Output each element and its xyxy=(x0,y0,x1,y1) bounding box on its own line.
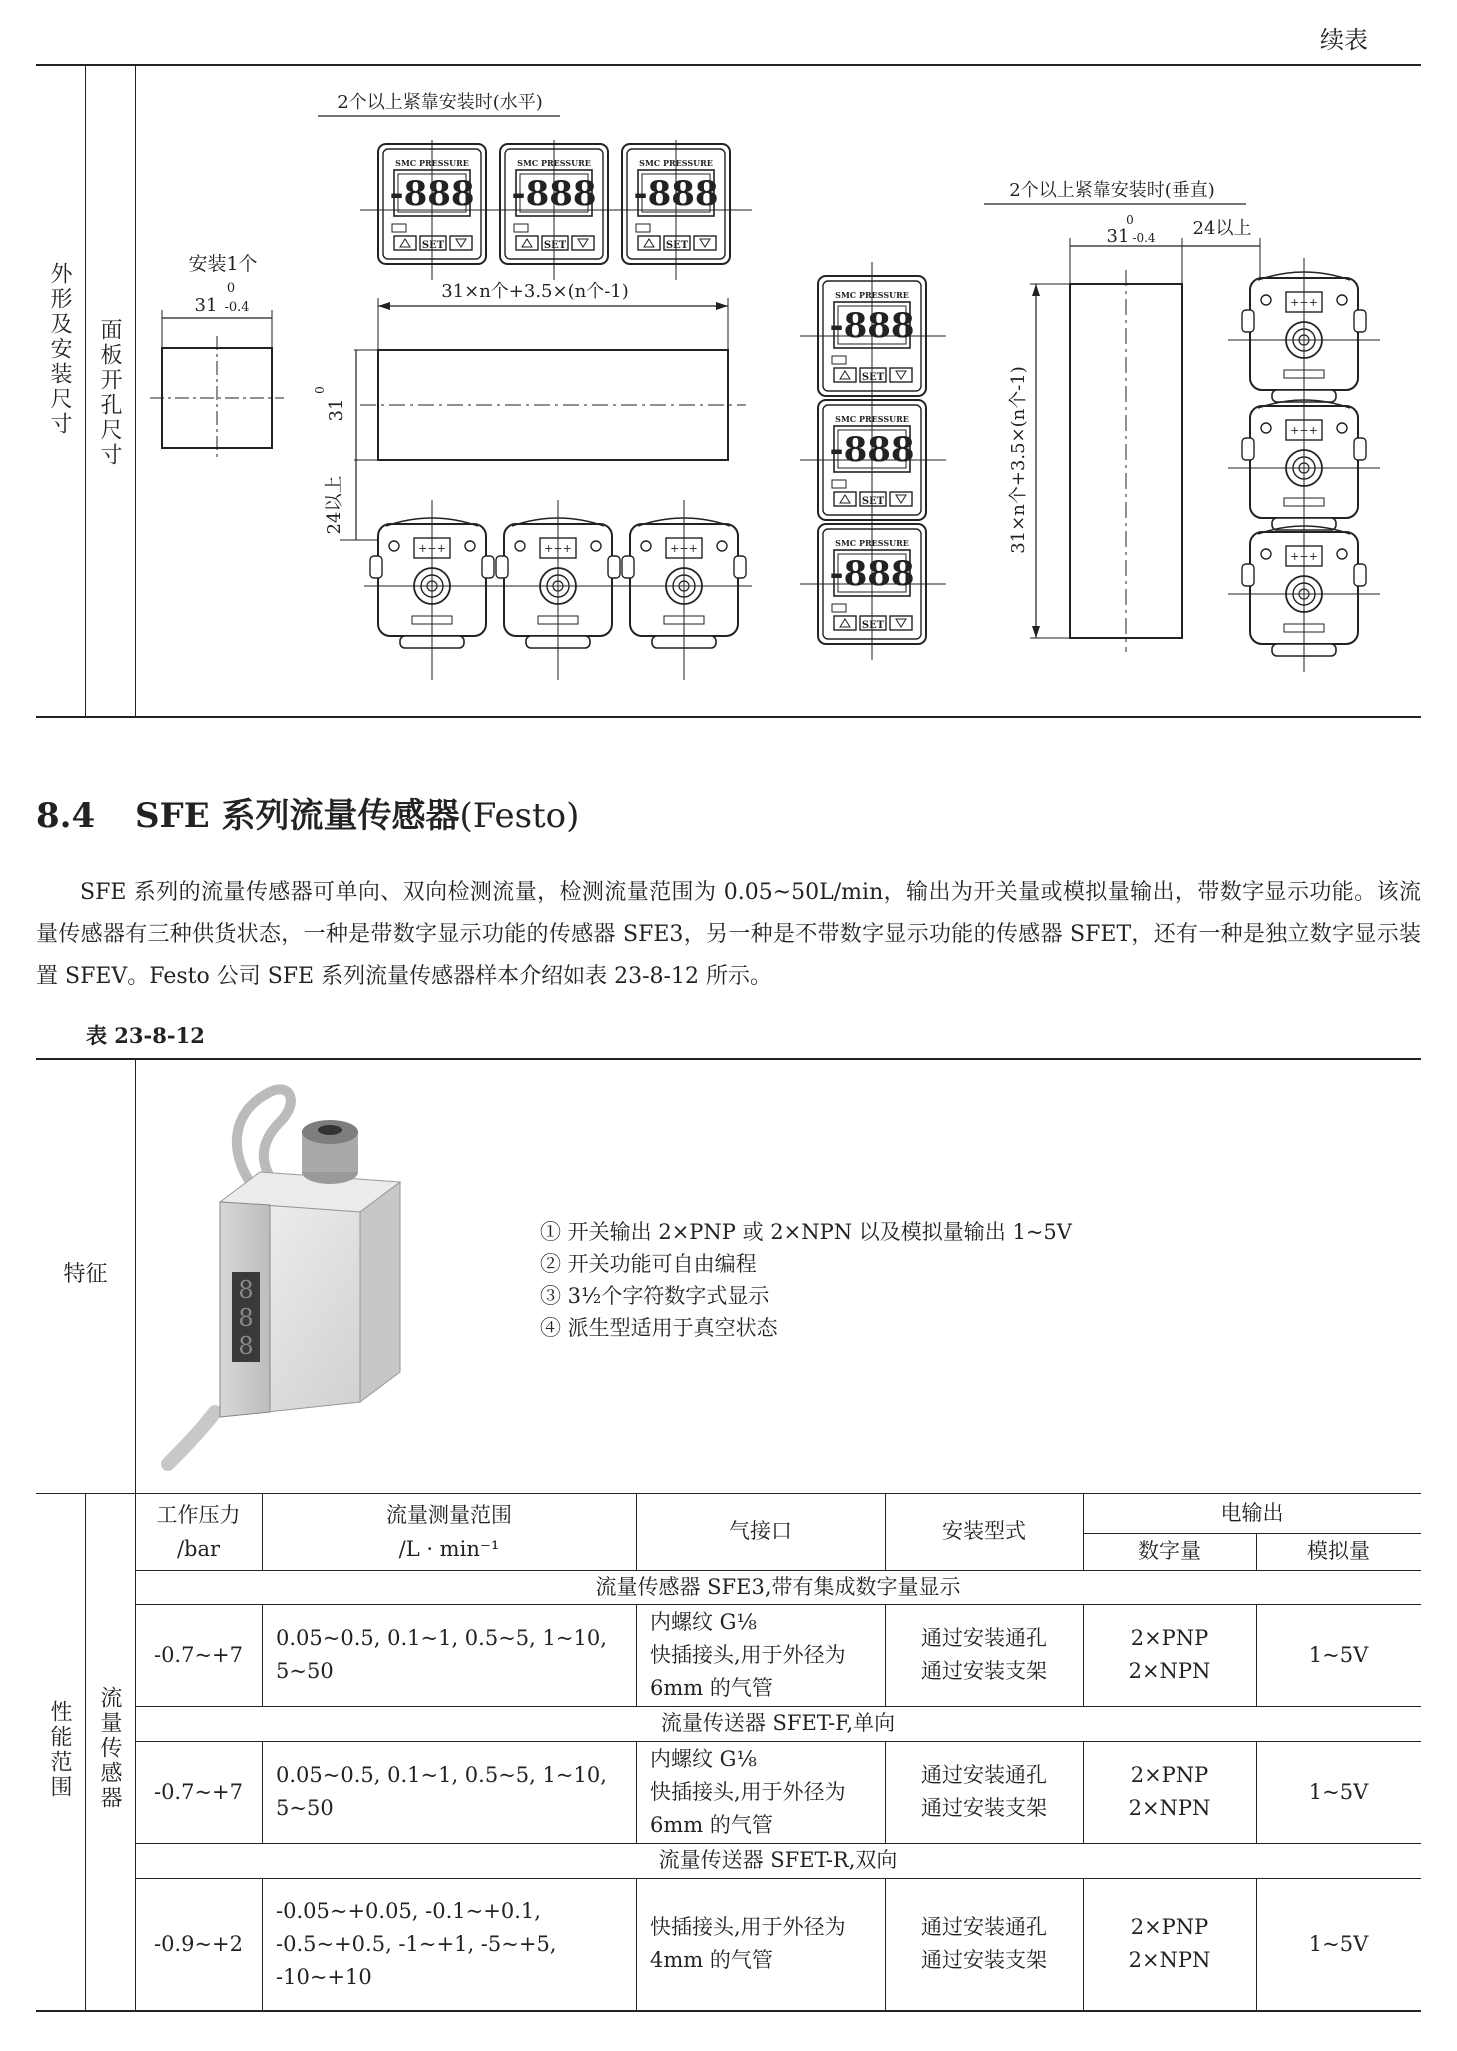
col-line-1 xyxy=(262,1878,263,2010)
header-pressure: 工作压力 /bar xyxy=(156,1502,241,1561)
header-digital: 数字量 xyxy=(1138,1539,1201,1564)
single-dim-tol2: -0.4 xyxy=(224,300,250,315)
cell-mounting: 通过安装通孔 通过安装支架 xyxy=(921,1626,1047,1683)
single-install-label: 安装1个 xyxy=(188,253,258,275)
header-mounting: 安装型式 xyxy=(942,1519,1026,1544)
header-electrical: 电输出 xyxy=(1220,1500,1284,1525)
section-title: SFE 系列流量传感器 xyxy=(135,796,460,836)
top-row-header: 外形及安装尺寸 xyxy=(47,262,72,437)
vertical-height-dim: 31×n个+3.5×(n个-1) xyxy=(1008,366,1029,554)
cell-analog: 1~5V xyxy=(1308,1779,1369,1804)
group-title: 流量传感器 SFE3,带有集成数字量显示 xyxy=(595,1574,961,1599)
horizontal-height-dim: 31 xyxy=(326,398,347,422)
horizontal-gap-dim: 24以上 xyxy=(324,475,345,535)
section-title-suffix: (Festo) xyxy=(459,796,580,836)
feature-item: ④ 派生型适用于真空状态 xyxy=(540,1316,778,1340)
cell-digital: 2×PNP 2×NPN xyxy=(1128,1763,1211,1820)
top-table-divider-1 xyxy=(85,64,86,717)
cell-port: 内螺纹 G⅛ 快插接头,用于外径为 6mm 的气管 xyxy=(650,1746,846,1837)
vertical-gap-dim: 24以上 xyxy=(1192,218,1252,239)
table-bottom-border xyxy=(36,2010,1421,2012)
cell-flow: -0.05~+0.05, -0.1~+0.1, -0.5~+0.5, -1~+1, -5~+5, -10~+10 xyxy=(276,1898,557,1989)
horizontal-width-dim: 31×n个+3.5×(n个-1) xyxy=(441,281,629,302)
group-title: 流量传送器 SFET-F,单向 xyxy=(660,1711,896,1736)
cell-pressure: -0.7~+7 xyxy=(153,1642,244,1667)
cell-pressure: -0.9~+2 xyxy=(153,1931,244,1956)
continued-label: 续表 xyxy=(1320,26,1368,54)
single-dim: 31 xyxy=(194,295,218,316)
header-flow-unit: /L · min⁻¹ xyxy=(398,1536,500,1561)
cell-port: 快插接头,用于外径为 4mm 的气管 xyxy=(650,1915,846,1972)
section-paragraph: SFE 系列的流量传感器可单向、双向检测流量，检测流量范围为 0.05~50L/min，输出为开关量或模拟量输出，带数字显示功能。该流量传感器有三种供货状态，一种是带数字显示功能的传感器 SFE3，另一种是不带数字显示功能的传感器 SFET，还有一种是独立数字显示装置 SFEV。Festo 公司 SFE 系列流量传感器样本介绍如表 23-8-12 所示。 xyxy=(36,880,1421,989)
group-title: 流量传送器 SFET-R,双向 xyxy=(658,1848,898,1873)
perf-sub-header: 流量传感器 xyxy=(97,1686,122,1811)
svg-text:8: 8 xyxy=(238,1332,254,1360)
top-table-bottom-border xyxy=(36,716,1421,718)
cell-flow: 0.05~0.5, 0.1~1, 0.5~5, 1~10, 5~50 xyxy=(276,1763,607,1820)
header-flow-range-label: 流量测量范围 xyxy=(386,1502,512,1527)
sensor-product-image xyxy=(160,1072,450,1472)
header-port: 气接口 xyxy=(729,1519,792,1544)
perf-row-header: 性能范围 xyxy=(47,1700,72,1800)
single-dim-tol: 0 xyxy=(226,281,236,296)
col-line-1 xyxy=(262,1741,263,1843)
cell-mounting: 通过安装通孔 通过安装支架 xyxy=(921,1763,1047,1820)
perf-sub-divider xyxy=(85,1493,86,2011)
col-line-2 xyxy=(636,1604,637,1706)
panel-cutout-drawing xyxy=(136,66,1421,716)
section-heading xyxy=(36,788,579,837)
features-list xyxy=(540,1216,1072,1344)
feature-item: ② 开关功能可自由编程 xyxy=(540,1252,757,1276)
svg-text:0: 0 xyxy=(1126,213,1134,227)
cell-port: 内螺纹 G⅛ 快插接头,用于外径为 6mm 的气管 xyxy=(650,1609,846,1700)
header-analog: 模拟量 xyxy=(1307,1539,1370,1564)
header-flow-range xyxy=(262,1493,636,1570)
svg-text:0: 0 xyxy=(313,386,327,394)
col-line-2 xyxy=(636,1878,637,2010)
cell-flow: 0.05~0.5, 0.1~1, 0.5~5, 1~10, 5~50 xyxy=(276,1626,607,1683)
cell-digital: 2×PNP 2×NPN xyxy=(1128,1915,1211,1972)
cell-pressure: -0.7~+7 xyxy=(153,1779,244,1804)
cell-mounting: 通过安装通孔 通过安装支架 xyxy=(921,1915,1047,1972)
cell-digital: 2×PNP 2×NPN xyxy=(1128,1626,1211,1683)
feature-item: ① 开关输出 2×PNP 或 2×NPN 以及模拟量输出 1~5V xyxy=(540,1220,1072,1244)
section-number: 8.4 xyxy=(36,796,96,836)
vertical-label: 2个以上紧靠安装时(垂直) xyxy=(1009,180,1215,201)
col-line-2 xyxy=(636,1741,637,1843)
table-caption: 表 23-8-12 xyxy=(86,1023,205,1048)
features-label: 特征 xyxy=(63,1262,108,1288)
cell-analog: 1~5V xyxy=(1308,1642,1369,1667)
vertical-width-dim: 31 xyxy=(1106,226,1130,247)
table-top-border xyxy=(36,1058,1421,1060)
svg-text:-0.4: -0.4 xyxy=(1132,231,1156,245)
top-sub-header: 面板开孔尺寸 xyxy=(97,318,122,468)
feature-item: ③ 3½个字符数字式显示 xyxy=(540,1284,770,1308)
svg-text:8: 8 xyxy=(238,1276,254,1304)
cell-analog: 1~5V xyxy=(1308,1931,1369,1956)
horizontal-label: 2个以上紧靠安装时(水平) xyxy=(337,92,543,113)
svg-text:8: 8 xyxy=(238,1304,254,1332)
col-line-1 xyxy=(262,1604,263,1706)
